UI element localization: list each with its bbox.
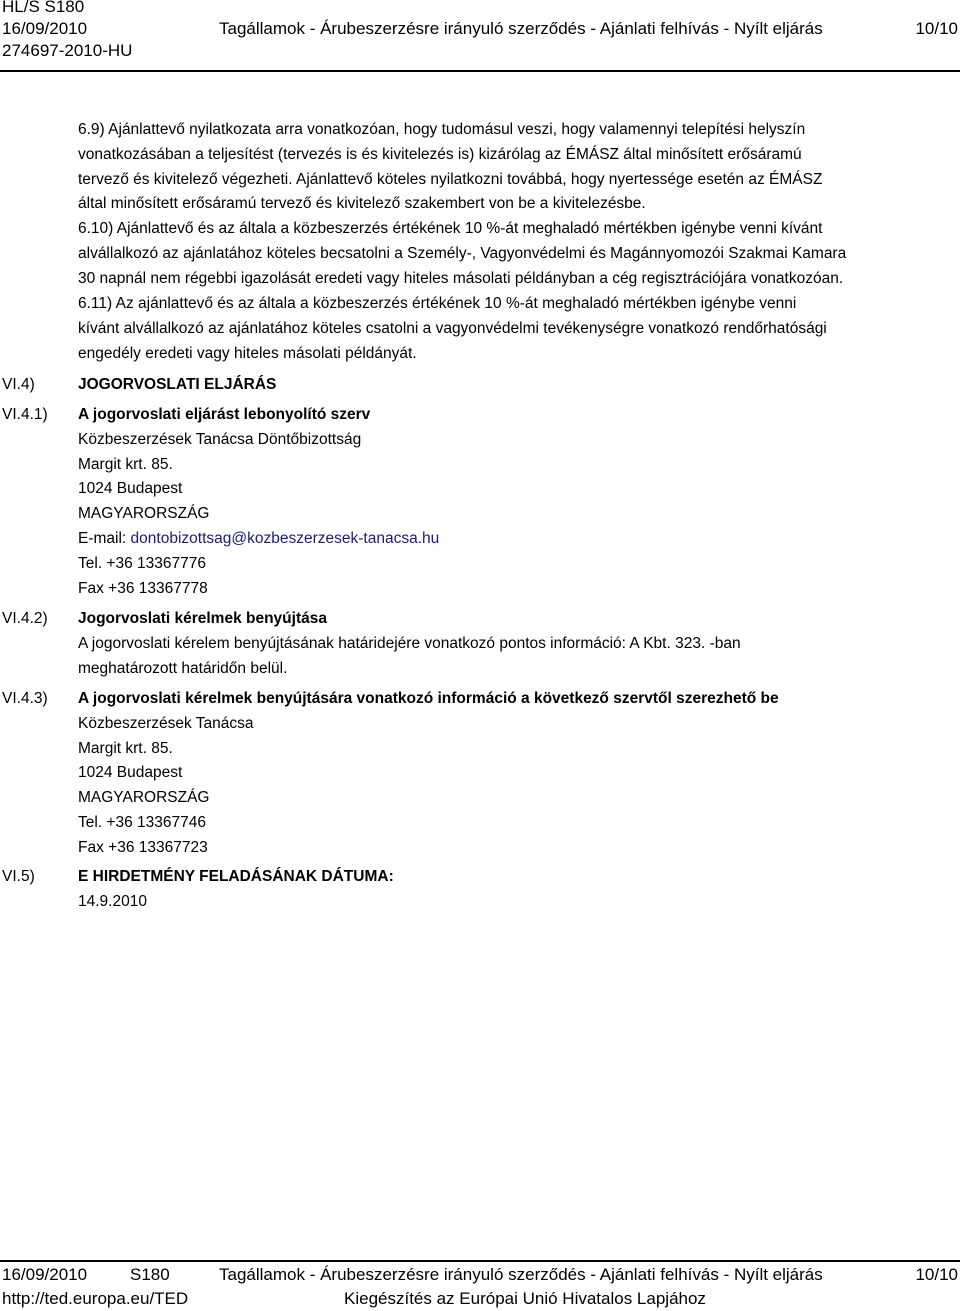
review-body-tel: Tel. +36 13367776 — [78, 554, 206, 572]
review-body-fax: Fax +36 13367778 — [78, 579, 208, 597]
paragraph-6-9: 6.9) Ajánlattevő nyilatkozata arra vonatkozóan, hogy tudomásul veszi, hogy valamennyi telepítési helyszín vonatkozásában a teljesítést (tervezés is és kivitelezés is) kizárólag az ÉMÁSZ által minősített erősáramú tervező és kivitelező végezheti. Ajánlattevő köteles nyilatkozni továbbá, hogy nyertessége esetén az ÉMÁSZ által minősített erősáramú tervező és kivitelező szakembert von be a kivitelezésbe. — [78, 121, 823, 213]
section-heading-vi43: A jogorvoslati kérelmek benyújtására vonatkozó információ a következő szervtől szerezhető be — [78, 690, 779, 707]
header-rule — [0, 70, 960, 72]
paragraph-6-10: 6.10) Ajánlattevő és az általa a közbeszerzés értékének 10 %-át meghaladó mértékben igénybe venni kívánt alvállalkozó az ajánlatához köteles becsatolni a Személy-, Vagyonvédelmi és Magánnyomozói Szakmai Kamara 30 napnál nem régebbi igazolását eredeti vagy hiteles másolati példányban a cég regisztrációjára vonatkozóan. — [78, 220, 847, 287]
footer-page-number: 10/10 — [915, 1265, 958, 1284]
section-label-vi4: VI.4) — [2, 376, 35, 393]
header-date: 16/09/2010 — [2, 19, 88, 38]
header-series: HL/S S180 — [2, 0, 85, 16]
section-heading-vi41: A jogorvoslati eljárást lebonyolító szerv — [78, 406, 371, 423]
review-body-street: Margit krt. 85. — [78, 455, 173, 473]
page-header — [2, 0, 958, 62]
footer-series: S180 — [130, 1265, 170, 1284]
footer-title: Tagállamok - Árubeszerzésre irányuló szerződés - Ajánlati felhívás - Nyílt eljárás — [219, 1265, 823, 1284]
section-heading-vi5: E HIRDETMÉNY FELADÁSÁNAK DÁTUMA: — [78, 868, 394, 885]
review-body-email: E-mail: dontobizottsag@kozbeszerzesek-tanacsa.hu — [78, 529, 440, 547]
section-heading-vi4: JOGORVOSLATI ELJÁRÁS — [78, 376, 277, 393]
review-info-block: A jogorvoslati kérelmek benyújtására vonatkozó információ a következő szervtől szerezhető be Közbeszerzések Tanácsa Margit krt. 85. 1024 Budapest MAGYARORSZÁG Tel. +36 13367746 Fax +36 13367723 — [78, 687, 954, 861]
section-heading-vi42: Jogorvoslati kérelmek benyújtása — [78, 610, 327, 627]
paragraph-6-11: 6.11) Az ajánlattevő és az általa a közbeszerzés értékének 10 %-át meghaladó mértékben igénybe venni kívánt alvállalkozó az ajánlatához köteles csatolni a vagyonvédelmi tevékenységre vonatkozó rendőrhatósági engedély eredeti vagy hiteles másolati példányát. — [78, 295, 827, 362]
footer-journal: Kiegészítés az Európai Unió Hivatalos Lapjához — [344, 1289, 706, 1308]
section-label-vi41: VI.4.1) — [2, 406, 48, 423]
footer-rule — [0, 1260, 960, 1262]
header-notice-id: 274697-2010-HU — [2, 41, 133, 60]
dispatch-date: 14.9.2010 — [78, 892, 147, 910]
header-title: Tagállamok - Árubeszerzésre irányuló szerződés - Ajánlati felhívás - Nyílt eljárás — [219, 19, 823, 38]
review-body-org: Közbeszerzések Tanácsa Döntőbizottság — [78, 430, 362, 448]
review-lodging-block: Jogorvoslati kérelmek benyújtása A jogorvoslati kérelem benyújtásának határidejére vonatkozó pontos információ: A Kbt. 323. -ban meghatározott határidőn belül. — [78, 607, 954, 681]
page-footer — [2, 1263, 958, 1311]
section-label-vi42: VI.4.2) — [2, 610, 48, 627]
email-link[interactable]: dontobizottsag@kozbeszerzesek-tanacsa.hu — [130, 529, 440, 547]
footer-url[interactable]: http://ted.europa.eu/TED — [2, 1289, 189, 1308]
footer-date: 16/09/2010 — [2, 1265, 88, 1284]
section-label-vi43: VI.4.3) — [2, 690, 48, 707]
review-body-city: 1024 Budapest — [78, 480, 183, 498]
review-body-country: MAGYARORSZÁG — [78, 505, 210, 523]
section-label-vi5: VI.5) — [2, 868, 35, 885]
review-body-block — [78, 403, 954, 601]
dispatch-date-block — [78, 865, 954, 915]
header-page-number: 10/10 — [915, 19, 958, 38]
